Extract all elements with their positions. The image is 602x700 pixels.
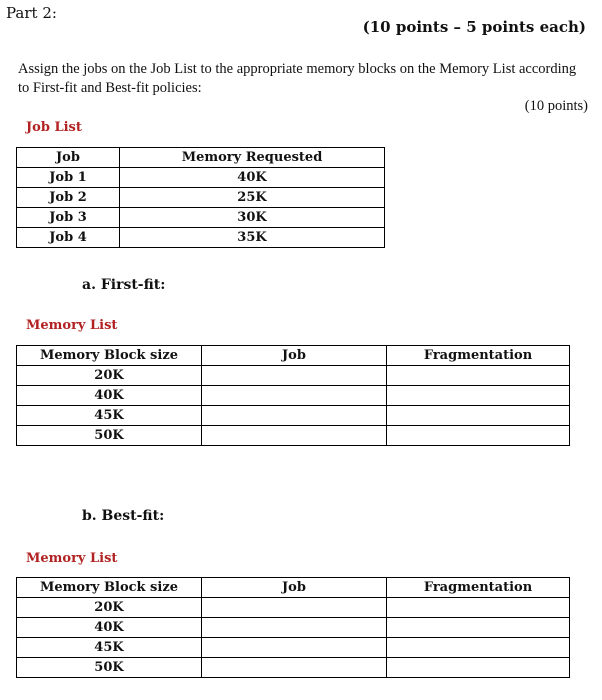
fragmentation-answer-cell[interactable]: [387, 618, 570, 638]
first-fit-memory-table: [16, 345, 570, 446]
memory-cell: 40K: [120, 168, 385, 188]
job-list-table: [16, 147, 385, 248]
first-fit-memory-list-label: Memory List: [26, 318, 118, 333]
block-size-cell: 40K: [17, 386, 202, 406]
table-row: [17, 658, 570, 678]
fragmentation-answer-cell[interactable]: [387, 386, 570, 406]
table-row: [17, 228, 385, 248]
table-row: [17, 366, 570, 386]
best-fit-memory-list-label: Memory List: [26, 551, 118, 566]
job-answer-cell[interactable]: [202, 406, 387, 426]
block-size-cell: 20K: [17, 598, 202, 618]
points-header: (10 points – 5 points each): [362, 18, 586, 36]
fragmentation-answer-cell[interactable]: [387, 638, 570, 658]
table-row: [17, 208, 385, 228]
table-header-row: [17, 346, 570, 366]
block-size-cell: 40K: [17, 618, 202, 638]
job-answer-cell[interactable]: [202, 658, 387, 678]
instructions-text: Assign the jobs on the Job List to the appropriate memory blocks on the Memory List according to First-fit and Best-fit policies:: [18, 61, 577, 96]
block-size-cell: 45K: [17, 406, 202, 426]
block-size-cell: 50K: [17, 426, 202, 446]
table-header-row: [17, 578, 570, 598]
table-row: [17, 168, 385, 188]
job-cell: Job 4: [17, 228, 120, 248]
job-cell: Job 1: [17, 168, 120, 188]
table-row: [17, 638, 570, 658]
job-answer-cell[interactable]: [202, 386, 387, 406]
table-row: [17, 426, 570, 446]
job-answer-cell[interactable]: [202, 618, 387, 638]
fragmentation-answer-cell[interactable]: [387, 366, 570, 386]
header-job: Job: [17, 148, 120, 168]
job-answer-cell[interactable]: [202, 366, 387, 386]
job-answer-cell[interactable]: [202, 638, 387, 658]
job-answer-cell[interactable]: [202, 598, 387, 618]
best-fit-heading: b. Best-fit:: [82, 508, 165, 524]
header-job: Job: [202, 346, 387, 366]
header-memory-block-size: Memory Block size: [17, 578, 202, 598]
header-memory-requested: Memory Requested: [120, 148, 385, 168]
fragmentation-answer-cell[interactable]: [387, 658, 570, 678]
header-fragmentation: Fragmentation: [387, 346, 570, 366]
table-row: [17, 618, 570, 638]
job-list-label: Job List: [26, 120, 82, 135]
block-size-cell: 50K: [17, 658, 202, 678]
memory-cell: 35K: [120, 228, 385, 248]
job-answer-cell[interactable]: [202, 426, 387, 446]
job-cell: Job 2: [17, 188, 120, 208]
instructions-points: (10 points): [524, 98, 588, 114]
header-fragmentation: Fragmentation: [387, 578, 570, 598]
header-job: Job: [202, 578, 387, 598]
fragmentation-answer-cell[interactable]: [387, 426, 570, 446]
memory-cell: 25K: [120, 188, 385, 208]
memory-cell: 30K: [120, 208, 385, 228]
table-row: [17, 406, 570, 426]
block-size-cell: 20K: [17, 366, 202, 386]
fragmentation-answer-cell[interactable]: [387, 406, 570, 426]
table-row: [17, 188, 385, 208]
part-title: Part 2:: [6, 4, 57, 22]
table-row: [17, 386, 570, 406]
first-fit-heading: a. First-fit:: [82, 277, 166, 293]
block-size-cell: 45K: [17, 638, 202, 658]
fragmentation-answer-cell[interactable]: [387, 598, 570, 618]
table-row: [17, 598, 570, 618]
table-header-row: [17, 148, 385, 168]
best-fit-memory-table: [16, 577, 570, 678]
job-cell: Job 3: [17, 208, 120, 228]
header-memory-block-size: Memory Block size: [17, 346, 202, 366]
